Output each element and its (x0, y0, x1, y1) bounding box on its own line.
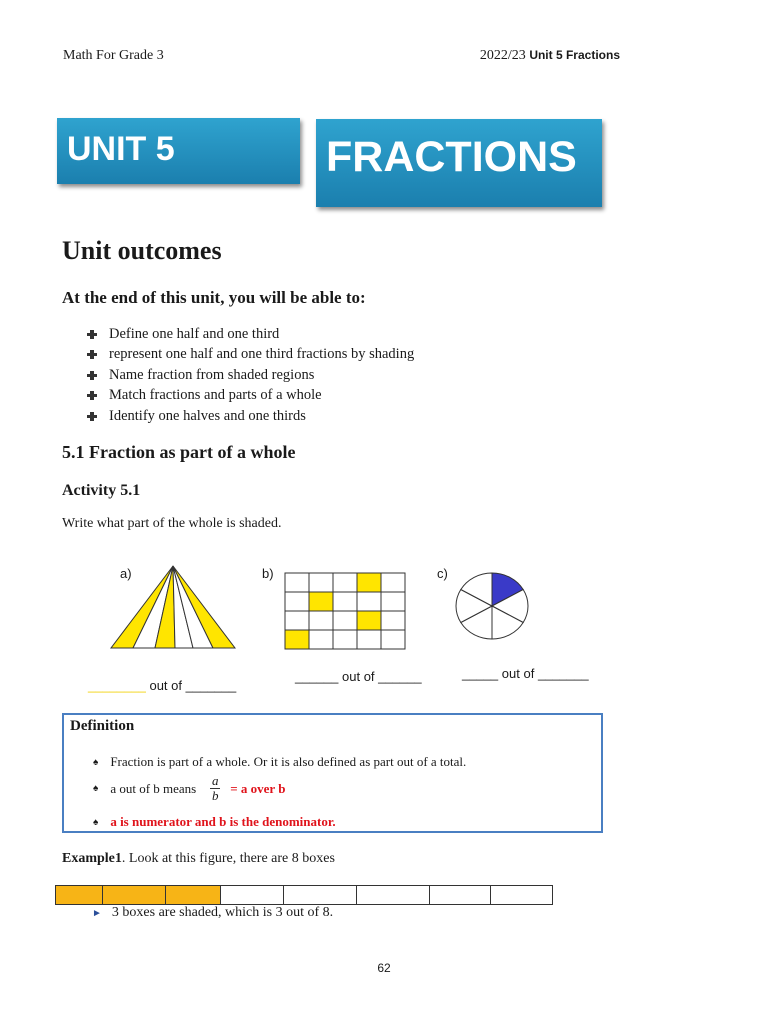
header-unit (480, 48, 620, 64)
outcomes-heading: Unit outcomes (62, 236, 222, 265)
outcomes-lead: At the end of this unit, you will be able to: (62, 288, 366, 307)
grid-cell (333, 630, 357, 649)
unit-banner: UNIT 5 (57, 118, 300, 184)
figure-a-triangle (105, 560, 245, 655)
spade-icon: ♠ (93, 783, 99, 794)
grid-cell (381, 611, 405, 630)
list-item: represent one half and one third fractions by shading (87, 345, 414, 366)
example-box (284, 886, 357, 904)
section-title: 5.1 Fraction as part of a whole (62, 442, 296, 462)
list-item: Name fraction from shaded regions (87, 365, 414, 386)
example-box (103, 886, 166, 904)
grid-cell (357, 573, 381, 592)
fraction-a-over-b: $\frac{a}{b}$ (211, 773, 219, 803)
header-subject: Math For Grade 3 (63, 48, 164, 63)
grid-cell (357, 592, 381, 611)
definition-item: ♠ a is numerator and b is the denominator. (93, 814, 336, 829)
example-text: Example1. Look at this figure, there are 8 boxes (62, 851, 335, 866)
figure-c-pie (452, 570, 534, 642)
grid-cell (357, 630, 381, 649)
definition-item: ♠ a out of b means $\frac{a}{b}$ = a over b (93, 773, 286, 803)
list-item: Define one half and one third (87, 324, 414, 345)
definition-item: ♠ Fraction is part of a whole. Or it is also defined as part out of a total. (93, 754, 467, 769)
example-box (56, 886, 103, 904)
grid-cell (357, 611, 381, 630)
figure-c-answer: _____ out of _______ (462, 666, 589, 681)
figure-a-answer: ________ out of _______ (88, 678, 237, 693)
example-box (166, 886, 221, 904)
triangle-bullet-icon: ► (92, 907, 102, 919)
grid-cell (285, 592, 309, 611)
header-year: 2022/23 (479, 48, 526, 63)
grid-cell (381, 592, 405, 611)
page-number: 62 (377, 961, 391, 975)
list-item: Match fractions and parts of a whole (87, 386, 414, 407)
figure-b-grid (284, 572, 408, 650)
grid-cell (285, 611, 309, 630)
figure-c-label: c) (437, 566, 448, 581)
grid-cell (285, 573, 309, 592)
example-box (491, 886, 552, 904)
grid-cell (309, 611, 333, 630)
bullet-icon (87, 330, 97, 339)
example-note: ► 3 boxes are shaded, which is 3 out of 8. (92, 905, 334, 920)
figure-b-answer: ______ out of ______ (295, 669, 422, 684)
activity-title: Activity 5.1 (62, 482, 141, 499)
grid-cell (309, 630, 333, 649)
list-item: Identify one halves and one thirds (87, 406, 414, 427)
example-box-strip (55, 885, 553, 905)
bullet-icon (87, 371, 97, 380)
activity-instruction: Write what part of the whole is shaded. (62, 516, 282, 531)
bullet-icon (87, 391, 97, 400)
grid-cell (309, 592, 333, 611)
definition-title: Definition (70, 718, 135, 734)
grid-cell (381, 630, 405, 649)
grid-cell (285, 630, 309, 649)
spade-icon: ♠ (93, 756, 99, 768)
grid-cell (333, 592, 357, 611)
example-box (357, 886, 430, 904)
example-box (430, 886, 491, 904)
bullet-icon (87, 350, 97, 359)
figure-b-label: b) (262, 566, 274, 581)
grid-cell (333, 611, 357, 630)
grid-cell (309, 573, 333, 592)
header-unit-title: Unit 5 Fractions (529, 48, 620, 62)
bullet-icon (87, 412, 97, 421)
grid-cell (381, 573, 405, 592)
example-box (221, 886, 284, 904)
outcomes-list (87, 324, 414, 427)
spade-icon: ♠ (93, 816, 99, 828)
grid-cell (333, 573, 357, 592)
title-banner: FRACTIONS (316, 119, 602, 207)
figure-a-label: a) (120, 566, 132, 581)
